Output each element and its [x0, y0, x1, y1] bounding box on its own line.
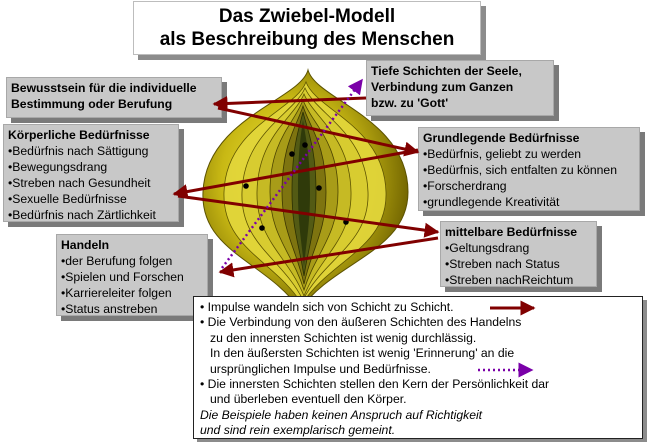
bewusstsein-line-1: Bewusstsein für die individuelle [11, 81, 197, 95]
legend-item-kern-cont: und überleben eventuell den Körper. [210, 392, 407, 407]
tiefe-line-3: bzw. zu 'Gott' [371, 96, 449, 110]
koerperlich-item: •Streben nach Gesundheit [8, 176, 151, 190]
dot-koerperlich [243, 183, 249, 189]
handeln-heading: Handeln [61, 238, 110, 252]
legend-item-kern: • Die innersten Schichten stellen den Kern der Persönlichkeit dar [200, 377, 550, 392]
legend-item-erinnerung: In den äußersten Schichten ist wenig 'Erinnerung' an die [210, 346, 515, 361]
grundlegend-item: •Forscherdrang [423, 179, 507, 193]
grundlegend-item: •Bedürfnis, geliebt zu werden [423, 147, 582, 161]
legend-item-verbindung: • Die Verbindung von den äußeren Schichten des Handelns [200, 315, 522, 330]
dot-mittelbar [343, 219, 349, 225]
dot-bewusstsein [289, 151, 295, 157]
legend-box [193, 296, 643, 439]
legend-item-impulse: • Impulse wandeln sich von Schicht zu Schicht. [200, 300, 454, 314]
box-bewusstsein [6, 77, 222, 118]
box-tiefe [366, 60, 554, 116]
koerperlich-item: •Bedürfnis nach Zärtlichkeit [8, 208, 156, 222]
tiefe-line-1: Tiefe Schichten der Seele, [371, 64, 522, 78]
mittelbar-item: •Geltungsdrang [445, 241, 530, 255]
tiefe-line-2: Verbindung zum Ganzen [371, 80, 514, 94]
legend-item-erinnerung-cont: ursprünglichen Impulse und Bedürfnisse. [210, 361, 431, 376]
box-grundlegend [418, 127, 640, 211]
mittelbar-item: •Streben nachReichtum [445, 273, 574, 287]
legend-item-verbindung-cont: zu den innersten Schichten ist wenig durchlässig. [210, 330, 477, 345]
grundlegend-heading: Grundlegende Bedürfnisse [423, 131, 580, 145]
dot-tiefe [302, 142, 308, 148]
title-line-2: als Beschreibung des Menschen [159, 29, 455, 50]
grundlegend-item: •grundlegende Kreativität [423, 195, 560, 209]
handeln-item: •der Berufung folgen [61, 254, 173, 268]
diagram-title [133, 1, 481, 55]
koerperlich-item: •Bedürfnis nach Sättigung [8, 144, 149, 158]
title-line-1: Das Zwiebel-Modell [218, 6, 396, 27]
koerperlich-item: •Sexuelle Bedürfnisse [8, 192, 127, 206]
grundlegend-item: •Bedürfnis, sich entfalten zu können [423, 163, 617, 177]
koerperlich-heading: Körperliche Bedürfnisse [8, 128, 150, 142]
koerperlich-item: •Bewegungsdrang [8, 160, 108, 174]
dot-handeln [259, 225, 265, 231]
legend-note: Die Beispiele haben keinen Anspruch auf Richtigkeit [200, 407, 483, 422]
handeln-item: •Karriereleiter folgen [61, 286, 172, 300]
handeln-item: •Spielen und Forschen [61, 270, 184, 284]
legend-note: und sind rein exemplarisch gemeint. [200, 423, 396, 438]
box-koerperlich [3, 124, 179, 222]
dot-grundlegend [316, 185, 322, 191]
mittelbar-item: •Streben nach Status [445, 257, 560, 271]
handeln-item: •Status anstreben [61, 302, 158, 316]
box-handeln [56, 234, 208, 316]
box-mittelbar [440, 221, 597, 287]
mittelbar-heading: mittelbare Bedürfnisse [445, 225, 578, 239]
bewusstsein-line-2: Bestimmung oder Berufung [11, 97, 173, 111]
